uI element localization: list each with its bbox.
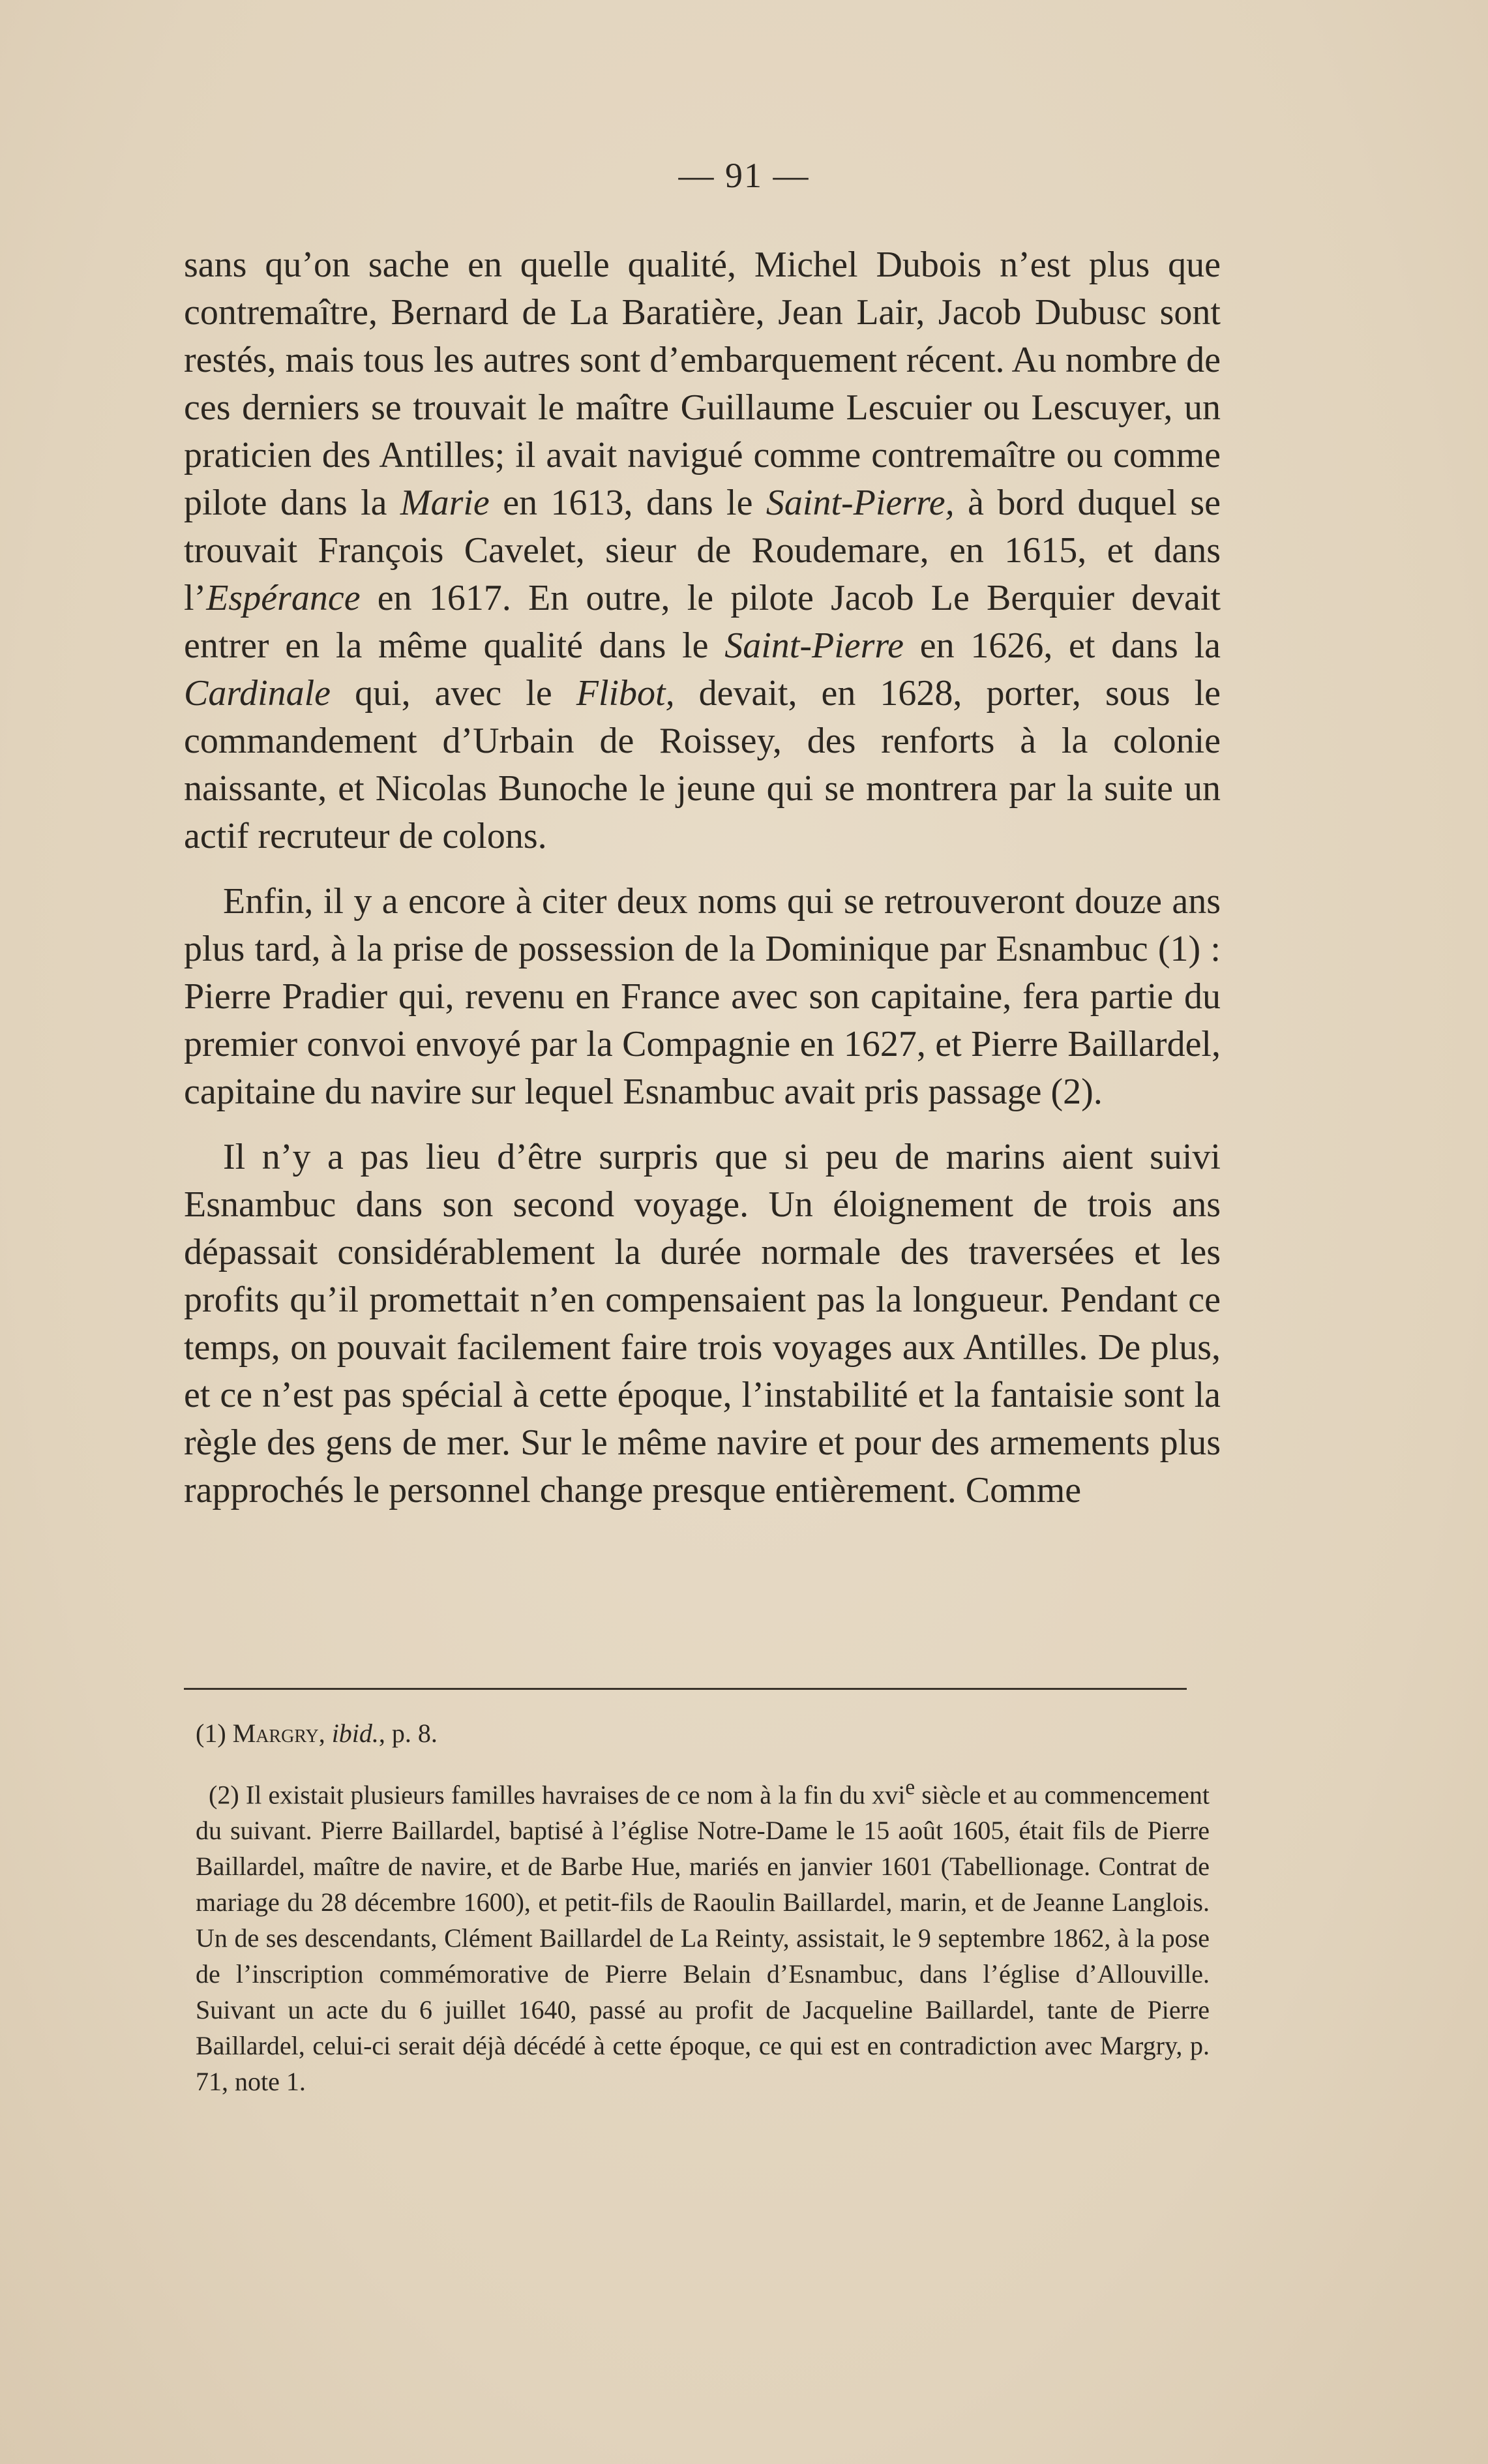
paragraph-2 [184,878,1221,1116]
text-segment: en 1613, dans le [489,483,766,523]
footnote-divider [184,1688,1187,1690]
text-segment: (2) Il existait plusieurs familles havraises de ce nom à la fin du xvi [209,1780,906,1810]
author-name: Margry [232,1719,319,1748]
text-segment: devait, en 1628, porter, sous le commandement d’Urbain de Roissey, des renforts à la colonie naissante, et Nicolas Bunoche le jeune qui se montrera par la suite un actif recruteur de colons. [184,673,1221,856]
text-segment: , p. 8. [378,1719,438,1748]
page-number: — 91 — [678,156,810,195]
text-segment: qui, avec le [331,673,576,714]
ship-name-marie: Marie [400,483,490,523]
ship-name-saint-pierre: Saint-Pierre [724,625,904,666]
text-segment: à bord duquel se trouvait François Cavelet, sieur de Roudemare, en 1615, et dans l’ [184,483,1221,618]
footnote-1 [196,1715,1210,1751]
text-segment: en 1617. En outre, le pilote Jacob Le Berquier devait entrer en la même qualité dans le [184,578,1221,666]
ship-name-flibot: Flibot, [576,673,675,714]
footnotes [196,1715,1210,2118]
paragraph-1 [184,241,1221,860]
text-segment: Il n’y a pas lieu d’être surpris que si peu de marins aient suivi Esnambuc dans son second voyage. Un éloignement de trois ans dépassait considérablement la durée normale des traversées et les profits qu’il promettait n’en compensaient pas la longueur. Pendant ce temps, on pouvait facilement faire trois voyages aux Antilles. De plus, et ce n’est pas spécial à cette époque, l’instabilité et la fantaisie sont la règle des gens de mer. Sur le même navire et pour des armements plus rapprochés le personnel change presque entièrement. Comme [184,1137,1221,1510]
ship-name-saint-pierre: Saint-Pierre, [766,483,955,523]
ibid-reference: ibid. [331,1719,379,1748]
paragraph-3 [184,1134,1221,1514]
text-segment: sans qu’on sache en quelle qualité, Michel Dubois n’est plus que contremaître, Bernard de La Baratière, Jean Lair, Jacob Dubusc sont restés, mais tous les autres sont d’embarquement récent. Au nombre de ces derniers se trouvait le maître Guillaume Lescuier ou Lescuyer, un praticien des Antilles; il avait navigué comme contremaître ou comme pilote dans la [184,245,1221,523]
ship-name-esperance: Espérance [206,578,361,618]
footnote-2 [196,1769,1210,2099]
superscript: e [905,1775,915,1799]
text-segment: siècle et au commencement du suivant. Pierre Baillardel, baptisé à l’église Notre-Dame le 15 août 1605, était fils de Pierre Baillardel, maître de navire, et de Barbe Hue, mariés en janvier 1601 (Tabellionage. Contrat de mariage du 28 décembre 1600), et petit-fils de Raoulin Baillardel, marin, et de Jeanne Langlois. Un de ses descendants, Clément Baillardel de La Reinty, assistait, le 9 septembre 1862, à la pose de l’inscription commémorative de Pierre Belain d’Esnambuc, dans l’église d’Allouville. Suivant un acte du 6 juillet 1640, passé au profit de Jacqueline Baillardel, tante de Pierre Baillardel, celui-ci serait déjà décédé à cette époque, ce qui est en contradiction avec Margry, p. 71, note 1. [196,1780,1210,2097]
ship-name-cardinale: Cardinale [184,673,331,714]
text-segment: en 1626, et dans la [904,625,1221,666]
footnote-marker: (1) [196,1719,233,1748]
main-text [184,241,1221,1532]
text-segment: , [318,1719,332,1748]
text-segment: Enfin, il y a encore à citer deux noms qui se retrouveront douze ans plus tard, à la prise de possession de la Dominique par Esnambuc (1) : Pierre Pradier qui, revenu en France avec son capitaine, fera partie du premier convoi envoyé par la Compagnie en 1627, et Pierre Baillardel, capitaine du navire sur lequel Esnambuc avait pris passage (2). [184,881,1221,1112]
